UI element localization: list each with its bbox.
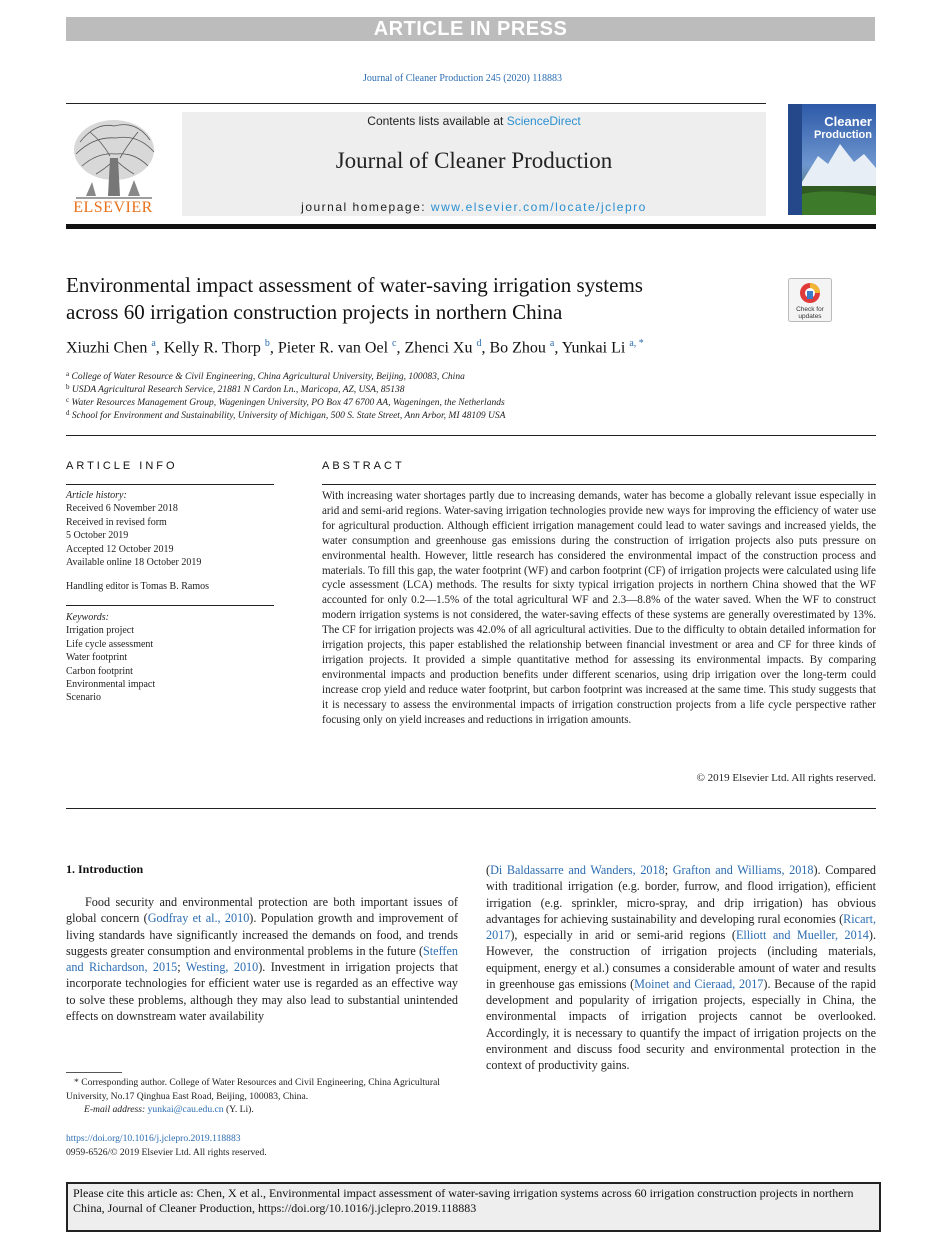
doi-block xyxy=(66,1132,267,1159)
citation-link[interactable]: Moinet and Cieraad, 2017 xyxy=(634,976,764,991)
journal-homepage-link[interactable]: www.elsevier.com/locate/jclepro xyxy=(430,200,647,214)
author-affil-link[interactable]: c xyxy=(392,338,397,349)
abstract-copyright: © 2019 Elsevier Ltd. All rights reserved. xyxy=(696,772,876,784)
journal-title: Journal of Cleaner Production xyxy=(335,148,613,173)
keywords-list: Keywords: Irrigation project Life cycle assessment Water footprint Carbon footprint Environmental impact Scenario xyxy=(66,611,276,705)
crossmark-icon xyxy=(788,278,832,322)
keyword: Scenario xyxy=(66,692,101,704)
keywords-rule xyxy=(66,605,274,606)
journal-cover-image xyxy=(788,104,876,215)
keyword: Irrigation project xyxy=(66,625,135,637)
author: Kelly R. Thorp xyxy=(163,339,261,357)
citation-link[interactable]: Westing, 2010 xyxy=(185,960,259,974)
svg-text:updates: updates xyxy=(798,313,822,320)
handling-editor: Handling editor is Tomas B. Ramos xyxy=(66,581,209,592)
author-affil-link[interactable]: a xyxy=(151,338,156,349)
keyword: Water footprint xyxy=(66,652,128,664)
article-title: Environmental impact assessment of water-saving irrigation systems across 60 irrigation construction projects in northern China xyxy=(66,273,643,324)
svg-text:Cleaner: Cleaner xyxy=(824,114,872,129)
affiliation: $^b$ USDA Agricultural Research Service, 21881 N Cardon Ln., Maricopa, AZ, USA, 85138 xyxy=(66,383,405,395)
keyword: Environmental impact xyxy=(66,679,156,691)
author-list: Xiuzhi Chen $^a$, Kelly R. Thorp $^b$, Pieter R. van Oel $^c$, Zhenci Xu $^d$, Bo Zhou $^a$, Yunkai Li $^{a, *}$ xyxy=(66,338,644,357)
intro-right-column: (Di Baldassarre and Wanders, 2018; Grafton and Williams, 2018). Compared with traditional irrigation (e.g. border, furrow, and flood irrigation), efficient irrigation (e.g. sprinkler, micro-spray, and drip irrigation) has obvious advantages for achieving sustainability and developing rural economies (Ricart, 2017), especially in arid or semi-arid regions (Elliott and Mueller, 2014). However, the construction of irrigation projects (including materials, equipment, energy et al.) consumes a considerable amount of water and results in greenhouse gas emissions (Moinet and Cieraad, 2017). Because of the rapid development and popularity of irrigation projects, especially in China, the environmental impacts of irrigation projects cannot be overlooked. Accordingly, it is necessary to quantify the impact of irrigation projects on the environment and discuss food security and environmental protection in the context of productivity gains. xyxy=(486,863,876,1072)
citation-link[interactable]: Godfray et al., 2010 xyxy=(147,911,250,926)
keyword: Carbon footprint xyxy=(66,665,133,677)
journal-homepage-line: journal homepage: www.elsevier.com/locate/jclepro xyxy=(301,200,647,214)
article-info-rule xyxy=(66,484,274,485)
author-affil-link[interactable]: a, * xyxy=(629,338,644,349)
author: Xiuzhi Chen xyxy=(66,339,148,357)
affiliation: $^a$ College of Water Resource & Civil Engineering, China Agricultural University, Beijing, 100083, China xyxy=(66,370,465,382)
svg-text:Production: Production xyxy=(813,129,872,141)
section-heading-introduction: 1. Introduction xyxy=(66,862,144,876)
check-for-updates-badge[interactable] xyxy=(788,278,832,322)
please-cite-box: Please cite this article as: Chen, X et al., Environmental impact assessment of water-saving irrigation systems across 60 irrigation construction projects in northern China, Journal of Cleaner Production, https://doi.org/10.1016/j.jclepro.2019.118883 xyxy=(66,1182,881,1232)
affiliation: $^d$ School for Environment and Sustainability, University of Michigan, 500 S. State Street, Ann Arbor, MI 48109 USA xyxy=(66,409,506,421)
journal-citation-link[interactable]: Journal of Cleaner Production 245 (2020) 118883 xyxy=(362,73,563,84)
article-info-heading: ARTICLE INFO xyxy=(66,460,178,472)
author: Yunkai Li xyxy=(561,339,626,357)
article-in-press-banner: ARTICLE IN PRESS xyxy=(66,17,875,41)
citation-link[interactable]: Di Baldassarre and Wanders, 2018 xyxy=(490,863,665,877)
doi-link[interactable]: https://doi.org/10.1016/j.jclepro.2019.118883 xyxy=(66,1133,241,1144)
abstract-rule xyxy=(322,484,876,485)
citation-link[interactable]: Elliott and Mueller, 2014 xyxy=(735,928,869,942)
author-affil-link[interactable]: d xyxy=(476,338,482,349)
elsevier-wordmark: ELSEVIER xyxy=(73,199,153,216)
masthead-thick-rule xyxy=(66,224,876,229)
author: Zhenci Xu xyxy=(404,339,473,357)
affiliation: $^c$ Water Resources Management Group, Wageningen University, PO Box 47 6700 AA, Wageningen, the Netherlands xyxy=(66,396,505,408)
keyword: Life cycle assessment xyxy=(66,638,154,650)
corresponding-author-footnote: * Corresponding author. College of Water Resources and Civil Engineering, China Agricultural University, No.17 Qinghua East Road, Beijing, 100083, China. E-mail address: yunkai@cau.edu.cn (Y. Li). xyxy=(66,1077,440,1115)
author-affil-link[interactable]: b xyxy=(264,338,270,349)
masthead-rule xyxy=(66,103,766,104)
abstract-text: With increasing water shortages partly due to increasing demands, water has become a globally relevant issue especially in arid and semi-arid regions. Water-saving irrigation technologies provide new ways for improving the efficiency of water use for agricultural production. Although efficient irrigation management could lead to water savings and increased yields, the water consumption and greenhouse gas emissions during the construction of irrigation projects also puts pressure on environmental health. However, little research has considered the environmental impact of the construction process and materials. To fill this gap, the water footprint (WF) and carbon footprint (CF) of irrigation projects were calculated using life cycle assessment (LCA) methods. The results for sixty typical irrigation projects in northern China showed that the WF accounted for only 0.2—1.5% of the total agricultural WF and 2.3—8.8% of the water saved. When the WF to construct modern irrigation systems is not considered, the water-saving effects of these systems are generally overestimated by 13%. The CF for irrigation projects was 42.0% of all agricultural activities. Due to the difficulty to obtain detailed information for irrigation projects, this paper established the relationship between financial investment or area and CF for three kinds of irrigation projects. It provided a simple quantitative method for assessing its environmental impacts. By comparing environmental impacts and production benefits under different scenarios, using drip irrigation over the long-term could increase crop yield and reduce water footprint, but carbon footprint was increased at the same time. This study suggests that it is necessary to assess the environmental impacts of irrigation construction projects from a life cycle perspective rather focusing only on yield increases and reductions in irrigation amounts. xyxy=(322,490,876,726)
article-history: Article history: Received 6 November 2018 Received in revised form 5 October 2019 Accepted 12 October 2019 Available online 18 October 2019 xyxy=(66,490,202,569)
issn-line: 0959-6526/© 2019 Elsevier Ltd. All rights reserved. xyxy=(66,1146,267,1158)
author: Bo Zhou xyxy=(489,339,546,357)
abstract-bottom-rule xyxy=(66,808,876,809)
citation-link[interactable]: Ricart, 2017 xyxy=(486,911,876,942)
citation-link[interactable]: Steffen and Richardson, 2015 xyxy=(66,943,458,974)
svg-text:Check for: Check for xyxy=(796,306,824,313)
abstract-heading: ABSTRACT xyxy=(322,460,405,472)
author-affil-link[interactable]: a xyxy=(549,338,555,349)
contents-line: Contents lists available at ScienceDirect xyxy=(367,114,581,128)
email-link[interactable]: yunkai@cau.edu.cn xyxy=(147,1104,224,1115)
author: Pieter R. van Oel xyxy=(277,339,389,357)
header-divider xyxy=(66,435,876,436)
footnote-rule xyxy=(66,1072,122,1073)
citation-link[interactable]: Grafton and Williams, 2018 xyxy=(672,863,814,877)
sciencedirect-link[interactable]: ScienceDirect xyxy=(506,114,581,128)
intro-left-column: Food security and environmental protection are both important issues of global concern (Godfray et al., 2010). Population growth and improvement of living standards have significantly increased the demands on food, and trends suggests greater consumption and environmental problems in the future (Steffen and Richardson, 2015; Westing, 2010). Investment in irrigation projects that incorporate technologies for efficient water use is regarded as an effective way to solve these problems, although they may also lead to substantial unintended effects on downstream water availability xyxy=(66,895,459,1023)
